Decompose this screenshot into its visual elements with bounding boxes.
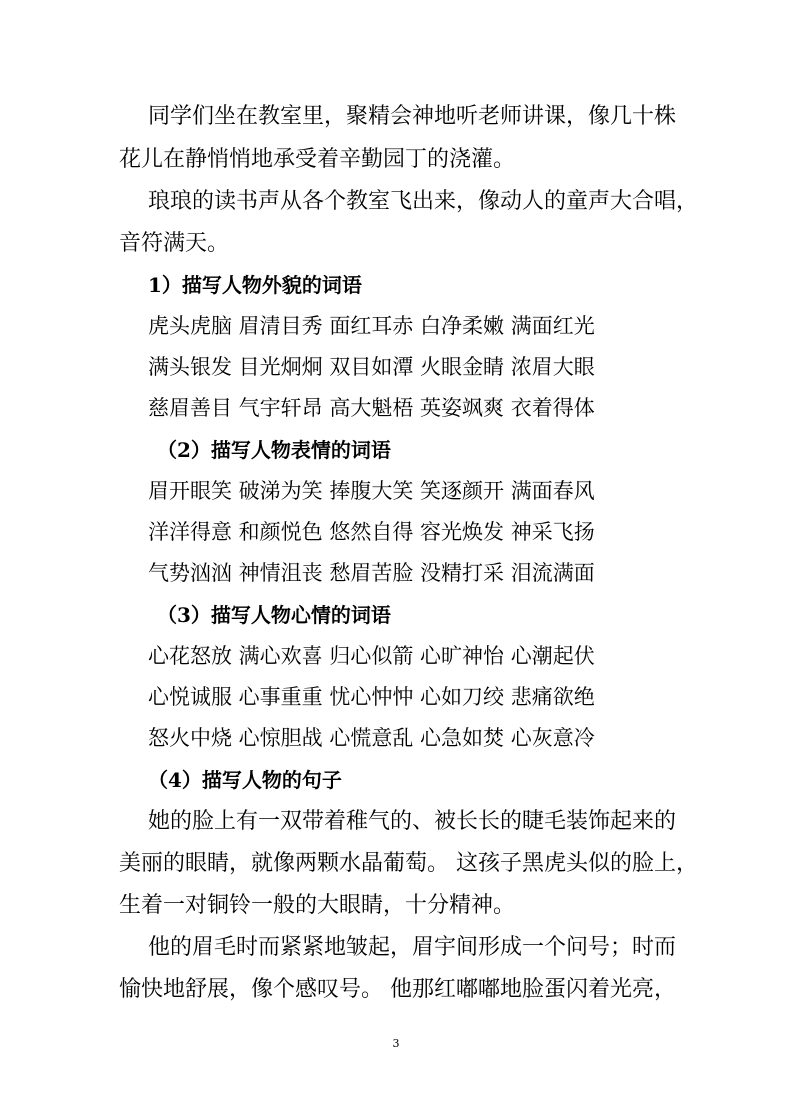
paragraph-line: 音符满天。 (119, 231, 230, 256)
word-row: 怒火中烧 心惊胆战 心慌意乱 心急如焚 心灰意冷 (148, 726, 595, 750)
word-row: 心花怒放 满心欢喜 归心似箭 心旷神怡 心潮起伏 (148, 644, 595, 668)
paragraph-line: 他的眉毛时而紧紧地皱起，眉宇间形成一个问号；时而 (148, 935, 677, 960)
word-row: 眉开眼笑 破涕为笑 捧腹大笑 笑逐颜开 满面春风 (148, 479, 595, 503)
section-heading-mood: （3）描写人物心情的词语 (157, 603, 391, 627)
word-row: 虎头虎脑 眉清目秀 面红耳赤 白净柔嫩 满面红光 (148, 314, 595, 338)
paragraph-line: 花儿在静悄悄地承受着辛勤园丁的浇灌。 (119, 147, 516, 172)
word-row: 气势汹汹 神情沮丧 愁眉苦脸 没精打采 泪流满面 (148, 561, 595, 585)
word-row: 洋洋得意 和颜悦色 悠然自得 容光焕发 神采飞扬 (148, 520, 595, 544)
paragraph-line: 同学们坐在教室里，聚精会神地听老师讲课，像几十株 (148, 104, 677, 129)
paragraph-line: 愉快地舒展，像个感叹号。 他那红嘟嘟地脸蛋闪着光亮， (119, 977, 676, 1002)
word-row: 心悦诚服 心事重重 忧心忡忡 心如刀绞 悲痛欲绝 (148, 685, 595, 709)
paragraph-line: 她的脸上有一双带着稚气的、被长长的睫毛装饰起来的 (148, 809, 677, 834)
section-heading-sentences: （4）描写人物的句子 (148, 768, 342, 792)
word-row: 慈眉善目 气宇轩昂 高大魁梧 英姿飒爽 衣着得体 (148, 396, 595, 420)
word-row: 满头银发 目光炯炯 双目如潭 火眼金睛 浓眉大眼 (148, 355, 595, 379)
section-heading-appearance: 1）描写人物外貌的词语 (148, 273, 362, 297)
section-heading-expression: （2）描写人物表情的词语 (157, 438, 391, 462)
page-number: 3 (392, 1037, 400, 1050)
paragraph-line: 美丽的眼睛，就像两颗水晶葡萄。 这孩子黑虎头似的脸上， (119, 851, 698, 876)
paragraph-line: 琅琅的读书声从各个教室飞出来，像动人的童声大合唱， (148, 189, 699, 214)
paragraph-line: 生着一对铜铃一般的大眼睛，十分精神。 (119, 893, 516, 918)
